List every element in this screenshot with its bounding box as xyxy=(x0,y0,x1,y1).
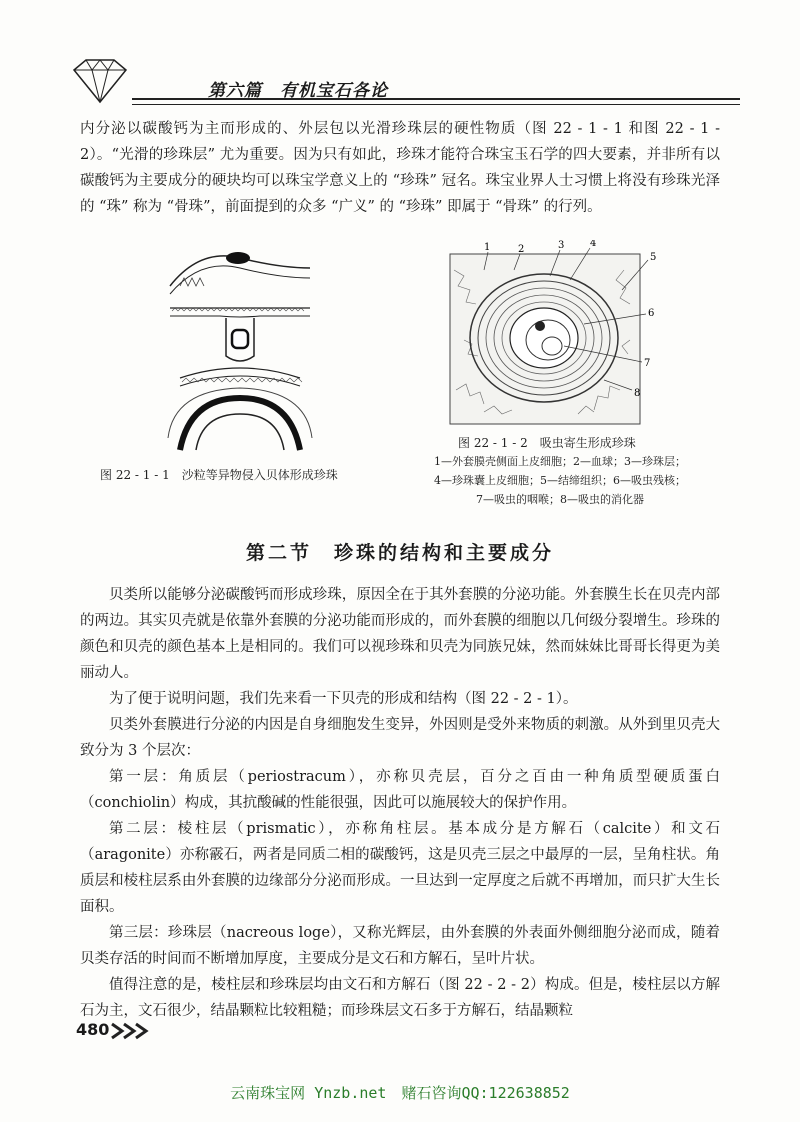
figure-label-6: 6 xyxy=(648,308,655,319)
figure-label-2: 2 xyxy=(518,244,525,255)
legend-line: 7—吸虫的咽喉；8—吸虫的消化器 xyxy=(476,493,644,506)
figure-22-1-1 xyxy=(160,238,320,458)
body-paragraph: 值得注意的是，棱柱层和珍珠层均由文石和方解石（图 22 - 2 - 2）构成。但是，棱柱层以方解石为主，文石很少，结晶颗粒比较粗糙；而珍珠层文石多于方解石，结晶颗粒 xyxy=(80,977,720,1019)
figure-22-1-2 xyxy=(444,240,664,430)
intro-paragraph: 内分泌以碳酸钙为主而形成的、外层包以光滑珍珠层的硬性物质（图 22 - 1 - 1 和图 22 - 1 - 2）。“光滑的珍珠层” 尤为重要。因为只有如此，珍珠才能符合珠宝玉石学的四大要素，并非所有以碳酸钙为主要成分的硬块均可以珠宝学意义上的 “珍珠” 冠名。珠宝业界人士习惯上将没有珍珠光泽的 “珠” 称为 “骨珠”，前面提到的众多 “广义” 的 “珍珠” 即属于 “骨珠” 的行列。 xyxy=(80,121,720,215)
header-title: 第六篇 有机宝石各论 xyxy=(208,81,388,101)
figure-label-4: 4 xyxy=(590,240,597,249)
body-paragraph: 贝类外套膜进行分泌的内因是自身细胞发生变异，外因则是受外来物质的刺激。从外到里贝壳大致分为 3 个层次： xyxy=(80,717,720,759)
page-number: 480 xyxy=(76,1020,110,1039)
figure-22-1-2-caption: 图 22 - 1 - 2 吸虫寄生形成珍珠 xyxy=(458,436,636,450)
figure-label-3: 3 xyxy=(558,240,565,251)
body-paragraph: 第一层：角质层（periostracum），亦称贝壳层，百分之百由一种角质型硬质蛋白（conchiolin）构成，其抗酸碱的性能很强，因此可以施展较大的保护作用。 xyxy=(80,769,720,811)
figure-label-7: 7 xyxy=(644,358,651,369)
body-paragraph: 贝类所以能够分泌碳酸钙而形成珍珠，原因全在于其外套膜的分泌功能。外套膜生长在贝壳内部的两边。其实贝壳就是依靠外套膜的分泌功能而形成的，而外套膜的细胞以几何级分裂增生。珍珠的颜色和贝壳的颜色基本上是相同的。我们可以视珍珠和贝壳为同族兄妹，然而妹妹比哥哥长得更为美丽动人。 xyxy=(80,587,720,681)
legend-line: 4—珍珠囊上皮细胞；5—结缔组织；6—吸虫残核； xyxy=(434,474,686,487)
footer-watermark: 云南珠宝网 Ynzb.net 赌石咨询QQ:122638852 xyxy=(230,1084,570,1102)
body-paragraph: 为了便于说明问题，我们先来看一下贝壳的形成和结构（图 22 - 2 - 1）。 xyxy=(109,691,578,707)
header-rule xyxy=(132,98,740,105)
page-header xyxy=(68,58,740,104)
figure-label-5: 5 xyxy=(650,252,657,263)
figure-label-1: 1 xyxy=(484,242,491,253)
figure-label-8: 8 xyxy=(634,388,641,399)
body-paragraph: 第二层：棱柱层（prismatic），亦称角柱层。基本成分是方解石（calcite）和文石（aragonite）亦称霰石，两者是同质二相的碳酸钙，这是贝壳三层之中最厚的一层，呈角柱状。角质层和棱柱层系由外套膜的边缘部分分泌而形成。一旦达到一定厚度之后就不再增加，而只扩大生长面积。 xyxy=(80,821,720,915)
chevron-right-icon xyxy=(110,1022,166,1040)
body-paragraph: 第三层：珍珠层（nacreous loge），又称光辉层，由外套膜的外表面外侧细胞分泌而成，随着贝类存活的时间而不断增加厚度，主要成分是文石和方解石，呈叶片状。 xyxy=(80,925,720,967)
legend-line: 1—外套膜壳侧面上皮细胞；2—血球；3—珍珠层； xyxy=(434,455,686,468)
diamond-icon xyxy=(68,58,132,104)
figure-22-1-2-legend xyxy=(404,452,716,509)
section-title: 第二节 珍珠的结构和主要成分 xyxy=(245,542,554,564)
figure-22-1-1-caption: 图 22 - 1 - 1 沙粒等异物侵入贝体形成珍珠 xyxy=(100,468,338,482)
